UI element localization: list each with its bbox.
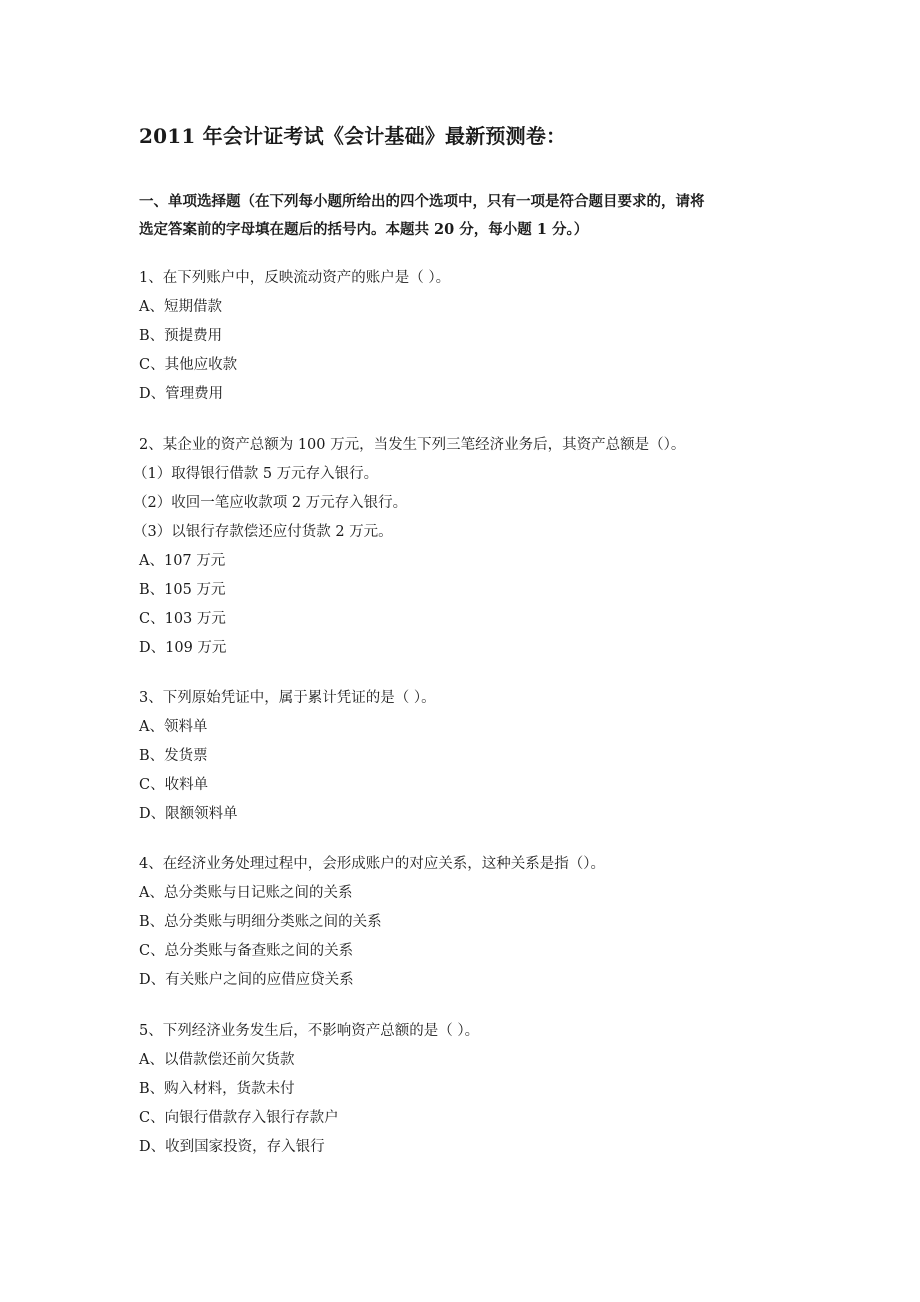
question-stem: 2、某企业的资产总额为 100 万元，当发生下列三笔经济业务后，其资产总额是（）。 [139,437,686,453]
question-stem: 4、在经济业务处理过程中，会形成账户的对应关系，这种关系是指（）。 [139,856,605,872]
question-2 [133,431,789,663]
option-a: A、总分类账与日记账之间的关系 [139,885,353,901]
option-d: D、限额领料单 [139,806,238,822]
option-c: C、其他应收款 [139,357,238,373]
option-a: A、领料单 [139,719,208,735]
section-heading [139,188,789,244]
option-c: C、总分类账与备查账之间的关系 [139,943,354,959]
condition-1: （1）取得银行借款 5 万元存入银行。 [133,466,379,482]
option-a: A、107 万元 [139,553,226,569]
question-3 [139,684,789,829]
option-a: A、短期借款 [139,299,222,315]
section-heading-line-2: 选定答案前的字母填在题后的括号内。本题共 20 分，每小题 1 分。） [139,221,589,238]
option-b: B、总分类账与明细分类账之间的关系 [139,914,382,930]
option-c: C、收料单 [139,777,209,793]
option-d: D、有关账户之间的应借应贷关系 [139,972,354,988]
option-d: D、收到国家投资，存入银行 [139,1139,325,1155]
option-d: D、109 万元 [139,640,227,656]
question-1 [139,264,789,409]
question-stem: 3、下列原始凭证中，属于累计凭证的是（ ）。 [139,690,436,706]
question-5 [139,1017,789,1162]
question-stem: 5、下列经济业务发生后，不影响资产总额的是（ ）。 [139,1023,480,1039]
condition-2: （2）收回一笔应收款项 2 万元存入银行。 [133,495,408,511]
option-b: B、预提费用 [139,328,223,344]
option-a: A、以借款偿还前欠货款 [139,1052,295,1068]
option-c: C、103 万元 [139,611,226,627]
option-d: D、管理费用 [139,386,224,402]
condition-3: （3）以银行存款偿还应付货款 2 万元。 [133,524,393,540]
question-4 [139,850,789,995]
section-heading-line-1: 一、单项选择题（在下列每小题所给出的四个选项中，只有一项是符合题目要求的，请将 [139,193,705,210]
question-stem: 1、在下列账户中，反映流动资产的账户是（ ）。 [139,270,451,286]
option-b: B、发货票 [139,748,208,764]
document-title: 2011 年会计证考试《会计基础》最新预测卷： [139,124,567,148]
option-b: B、105 万元 [139,582,226,598]
option-b: B、购入材料，货款未付 [139,1081,295,1097]
option-c: C、向银行借款存入银行存款户 [139,1110,339,1126]
